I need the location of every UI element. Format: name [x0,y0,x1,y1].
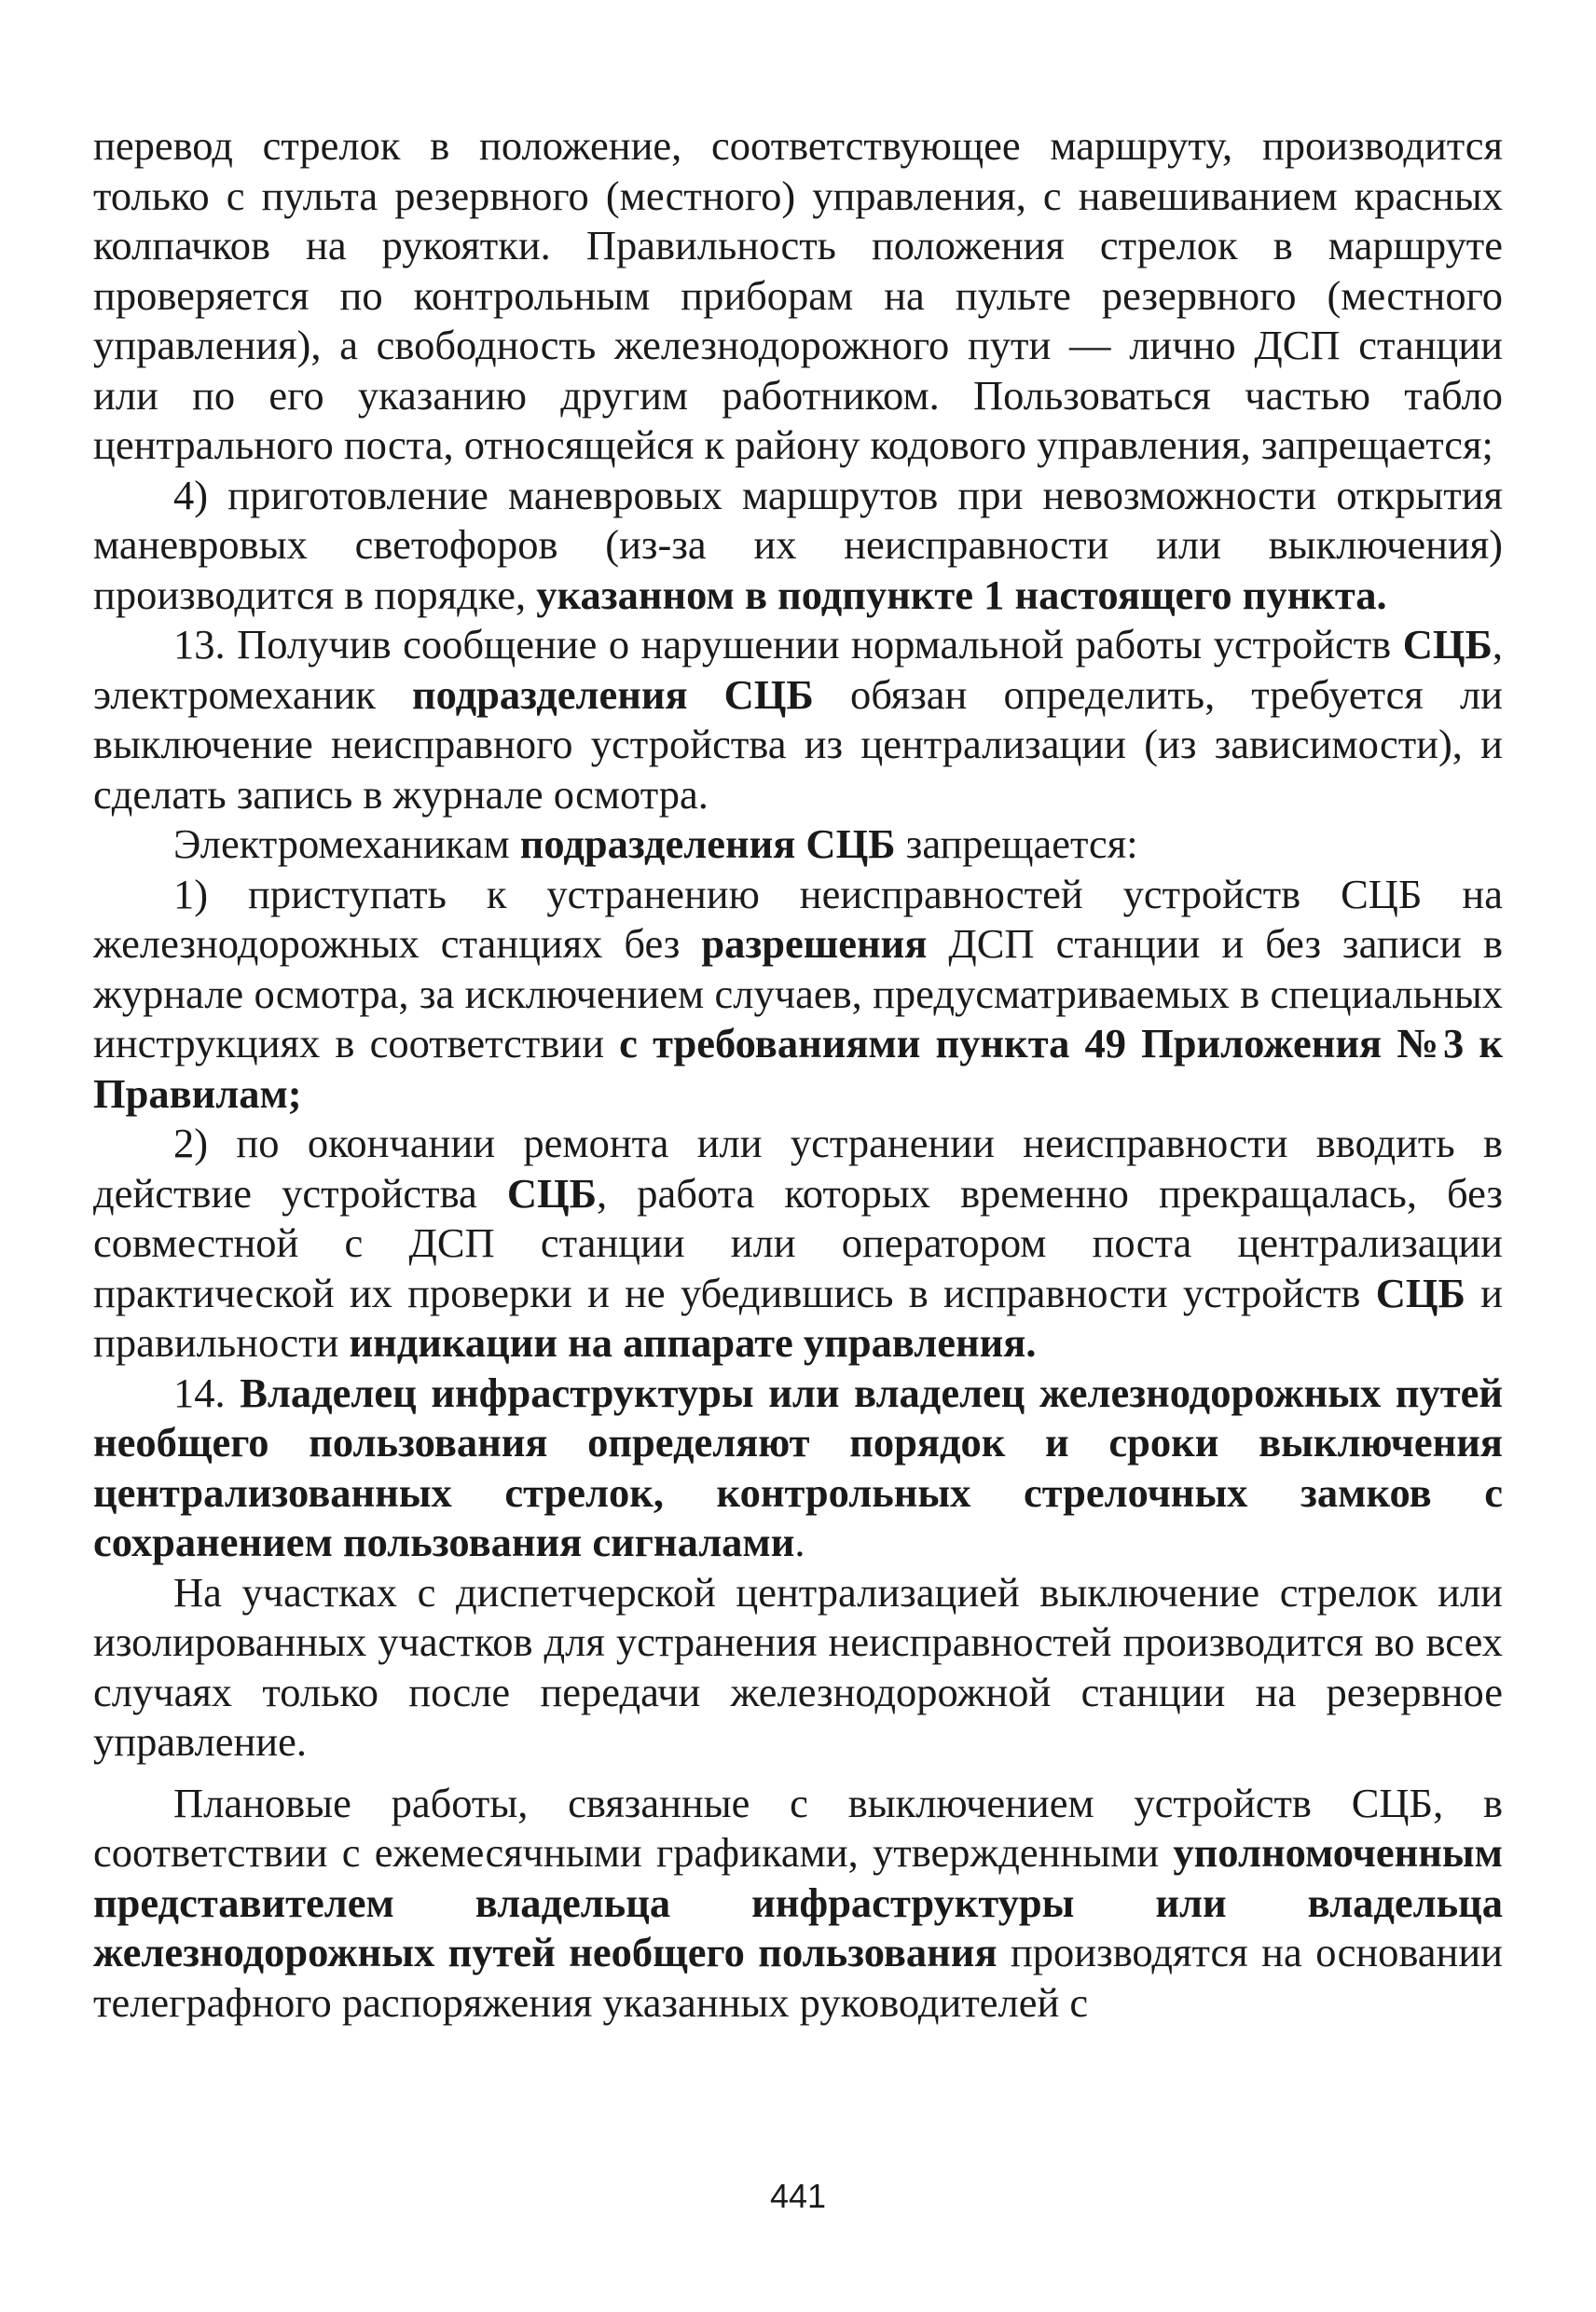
paragraph [93,1369,1503,1568]
text-run: 1) приступать к устранению неисправностей устройств СЦБ на железнодорожных станциях без [93,870,1503,967]
text-run: . [794,1519,805,1565]
text-run: На участках с диспетчерской централизацией выключение стрелок или изолированных участков для устранения неисправностей производится во всех случаях только после передачи железнодорожной станции на резервное управление. [93,1568,1503,1765]
text-run: 13. Получив сообщение о нарушении нормальной работы устройств [173,621,1403,667]
bold-text-run: уполномоченным представителем владельца инфраструктуры или владельца железнодорожных путей необщего пользования [93,1829,1503,1975]
paragraph [93,870,1503,1120]
paragraph [93,1119,1503,1369]
paragraph [93,819,1503,870]
bold-text-run: СЦБ [506,1169,598,1217]
text-run: производятся на основании телеграфного распоряжения указанных руководителей с [93,1929,1503,2026]
paragraph [93,620,1503,819]
paragraph [93,1779,1503,2029]
page-number: 441 [769,2177,827,2215]
text-run: ДСП станции и без записи в журнале осмотра, за исключением случаев, предусматриваемых в специальных инструкциях в соответствии [93,920,1503,1067]
bold-text-run: разрешения [701,920,928,967]
paragraph [93,471,1503,621]
text-run: Электромеханикам [173,820,520,867]
bold-text-run: указанном в подпункте 1 настоящего пункта. [536,571,1387,618]
bold-text-run: подразделения СЦБ [519,820,896,867]
page-body [93,121,1503,2028]
text-run: Плановые работы, связанные с выключением устройств СЦБ, в соответствии с ежемесячными графиками, утвержденными [93,1779,1503,1876]
text-run: , работа которых временно прекращалась, без совместной с ДСП станции или оператором поста централизации практической их проверки и не убедившись в исправности устройств [93,1169,1503,1316]
bold-text-run: СЦБ [1402,621,1493,667]
bold-text-run: Владелец инфраструктуры или владелец железнодорожных путей необщего пользования определяют порядок и сроки выключения централизованных стрелок, контрольных стрелочных замков с сохранением пользования сигналами [93,1369,1503,1565]
text-run: 14. [173,1369,241,1416]
paragraph [93,1568,1503,1768]
text-run: запрещается: [895,820,1138,867]
text-run: обязан определить, требуется ли выключение неисправного устройства из централизации (из зависимости), и сделать запись в журнале осмотра. [93,670,1503,818]
text-run: 2) по окончании ремонта или устранении неисправности вводить в действие устройства [93,1120,1503,1217]
bold-text-run: с требованиями пункта 49 Приложения №3 к Правилам; [93,1020,1503,1117]
text-run: , электромеханик [93,621,1503,718]
text-run: 4) приготовление маневровых маршрутов при невозможности открытия маневровых светофоров (из-за их неисправности или выключения) производится в порядке, [93,471,1503,618]
bold-text-run: подразделения СЦБ [412,670,814,718]
bold-text-run: индикации на аппарате управления. [349,1319,1037,1366]
paragraph [93,121,1503,471]
text-run: перевод стрелок в положение, соответствующее маршруту, производится только с пульта резервного (местного) управления, с навешиванием красных колпачков на рукоятки. Правильность положения стрелок в маршруте проверяется по контрольным приборам на пульте резервного (местного управления), а свободность железнодорожного пути — лично ДСП станции или по его указанию другим работником. Пользоваться частью табло центрального поста, относящейся к району кодового управления, запрещается; [93,122,1503,468]
text-run: и правильности [93,1269,1503,1366]
bold-text-run: СЦБ [1375,1269,1465,1316]
